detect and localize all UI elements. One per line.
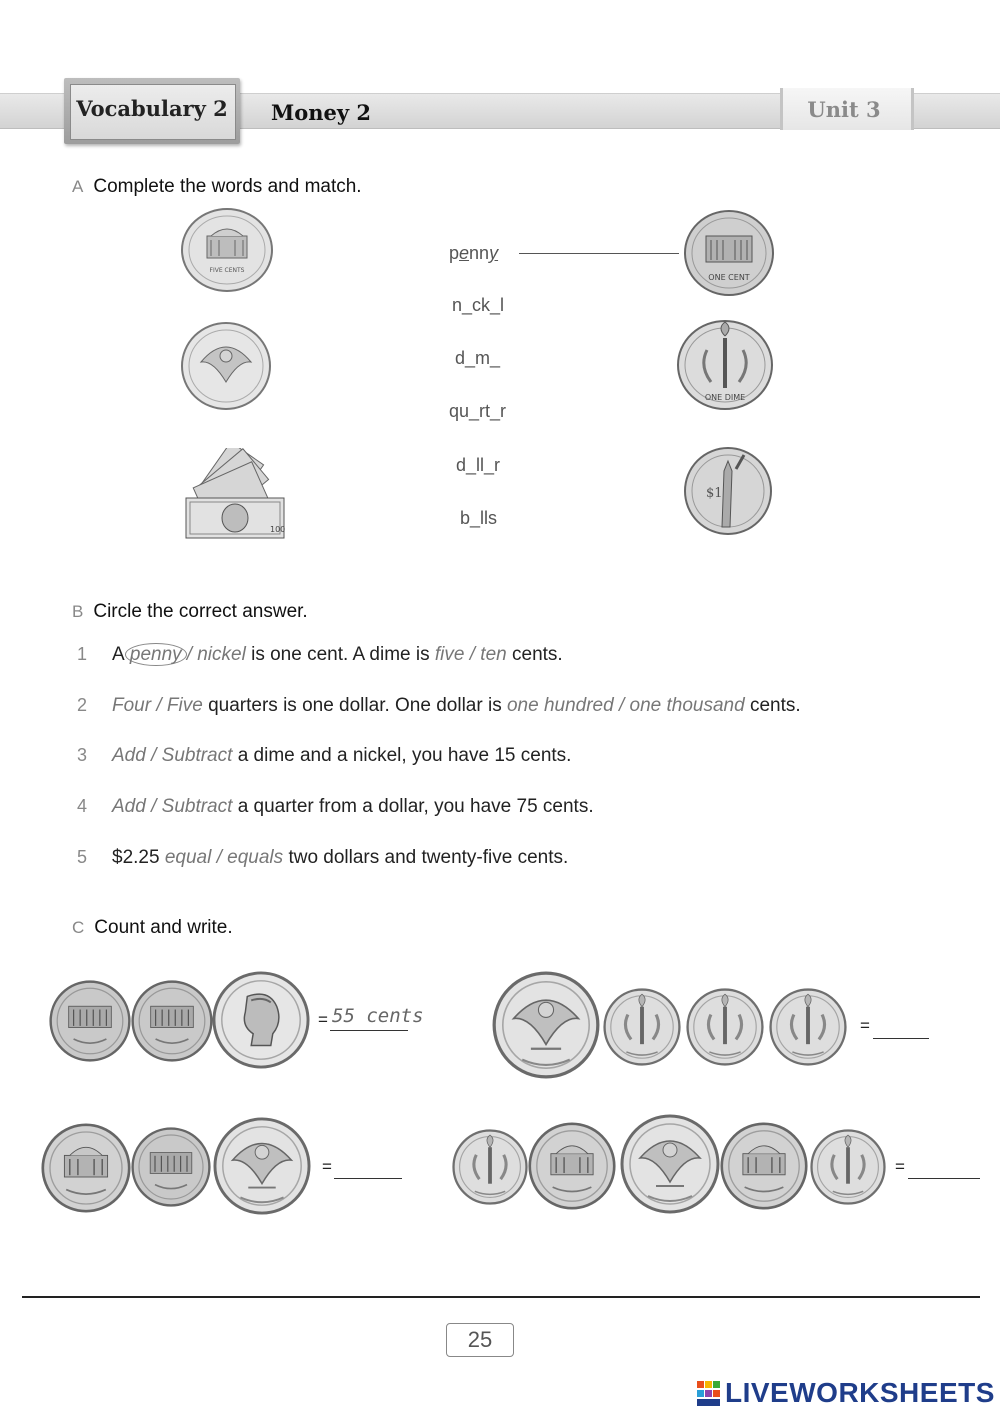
example-match-line xyxy=(519,253,679,254)
section-b-instruction: Circle the correct answer. xyxy=(93,601,308,622)
nickel-coin-text: FIVE CENTS xyxy=(209,267,245,274)
page-title: Money 2 xyxy=(271,100,372,125)
q1-option-penny[interactable]: penny xyxy=(125,643,187,666)
example-part-1: p xyxy=(449,243,460,263)
c2-equals: = xyxy=(860,1016,870,1035)
quarter-coin-image xyxy=(181,322,271,410)
example-word-penny xyxy=(449,243,498,264)
q5-text-2: two dollars and twenty-five cents. xyxy=(288,847,569,868)
liveworksheets-logo-text: LIVEWORKSHEETS xyxy=(725,1377,995,1408)
question-number: 2 xyxy=(77,695,88,715)
liveworksheets-logo-icon xyxy=(697,1381,721,1407)
section-a-letter: A xyxy=(72,177,84,196)
question-number: 4 xyxy=(77,796,88,816)
bills-label: 100 xyxy=(270,525,286,534)
question-3 xyxy=(0,745,1000,769)
dime-coin-text: ONE DIME xyxy=(704,393,746,402)
c1-penny-2 xyxy=(131,980,213,1062)
word-dollar[interactable]: d_ll_r xyxy=(456,455,501,475)
c2-answer-blank[interactable] xyxy=(873,1038,929,1039)
c2-quarter xyxy=(492,970,600,1080)
example-answer-2: y xyxy=(489,243,499,263)
c4-nickel-2 xyxy=(720,1122,808,1210)
c4-nickel-1 xyxy=(528,1122,616,1210)
dime-coin-image xyxy=(677,320,773,410)
c1-example-answer: 55 cents xyxy=(332,1005,424,1027)
section-b-heading xyxy=(72,601,308,623)
c4-dime-2 xyxy=(810,1129,886,1205)
q2-option-hundred-thousand[interactable]: one hundred / one thousand xyxy=(506,695,745,716)
c1-equals: = xyxy=(318,1010,328,1029)
c3-nickel xyxy=(41,1123,131,1213)
word-quarter[interactable]: qu_rt_r xyxy=(449,401,507,421)
penny-coin-text: ONE CENT xyxy=(708,273,750,282)
q1-text-2: is one cent. A dime is xyxy=(251,644,430,665)
q2-option-four-five[interactable]: Four / Five xyxy=(112,695,203,716)
example-part-2: nn xyxy=(469,243,490,263)
c1-quarter xyxy=(212,971,310,1069)
c2-dime-3 xyxy=(769,988,847,1066)
q2-text-2: cents. xyxy=(749,695,801,716)
dollar-coin-text: $1 xyxy=(706,486,723,501)
dollar-coin-image xyxy=(684,447,772,535)
c4-answer-blank[interactable] xyxy=(908,1178,980,1179)
q1-text-3: cents. xyxy=(512,644,563,665)
q2-text-1: quarters is one dollar. One dollar is xyxy=(208,695,502,716)
c1-penny-1 xyxy=(49,980,131,1062)
q1-text-1: A xyxy=(112,644,124,665)
q5-option-equal-equals[interactable]: equal / equals xyxy=(164,847,284,868)
c3-penny xyxy=(131,1127,211,1207)
section-a-instruction: Complete the words and match. xyxy=(93,176,362,197)
liveworksheets-logo[interactable] xyxy=(697,1375,997,1411)
penny-coin-image xyxy=(684,210,774,296)
section-c-letter: C xyxy=(72,918,85,937)
c3-equals: = xyxy=(322,1157,332,1176)
q3-text-1: a dime and a nickel, you have 15 cents. xyxy=(237,745,572,766)
question-4 xyxy=(0,796,1000,820)
q1-option-nickel[interactable]: / nickel xyxy=(186,644,246,665)
word-dime[interactable]: d_m_ xyxy=(455,348,501,368)
c2-dime-1 xyxy=(603,988,681,1066)
footer-divider xyxy=(22,1296,980,1298)
vocabulary-tab-label: Vocabulary 2 xyxy=(76,96,228,121)
c2-dime-2 xyxy=(686,988,764,1066)
word-bills[interactable]: b_lls xyxy=(460,508,498,528)
q4-option-add-subtract[interactable]: Add / Subtract xyxy=(112,796,233,817)
word-nickel[interactable]: n_ck_l xyxy=(452,295,505,315)
q5-text-1: $2.25 xyxy=(112,847,160,868)
c1-answer-line xyxy=(330,1030,408,1031)
c4-dime-1 xyxy=(452,1129,528,1205)
question-5 xyxy=(0,847,1000,871)
page-number: 25 xyxy=(446,1323,514,1357)
section-a-heading xyxy=(72,176,362,198)
q3-option-add-subtract[interactable]: Add / Subtract xyxy=(112,745,233,766)
dollar-bills-image xyxy=(182,448,286,547)
c4-equals: = xyxy=(895,1157,905,1176)
question-number: 3 xyxy=(77,745,88,765)
unit-label: Unit 3 xyxy=(807,97,881,122)
c4-quarter xyxy=(620,1114,720,1214)
example-answer-1: e xyxy=(459,243,470,263)
section-c-heading xyxy=(72,917,233,939)
section-c-instruction: Count and write. xyxy=(94,917,233,938)
q1-option-five-ten[interactable]: five / ten xyxy=(434,644,507,665)
question-number: 1 xyxy=(77,644,88,664)
nickel-coin-image xyxy=(181,208,273,292)
question-number: 5 xyxy=(77,847,88,867)
c3-quarter xyxy=(213,1117,311,1215)
section-b-letter: B xyxy=(72,602,84,621)
question-2 xyxy=(0,695,1000,719)
c3-answer-blank[interactable] xyxy=(334,1178,402,1179)
question-1 xyxy=(0,644,1000,668)
q4-text-1: a quarter from a dollar, you have 75 cents. xyxy=(237,796,594,817)
